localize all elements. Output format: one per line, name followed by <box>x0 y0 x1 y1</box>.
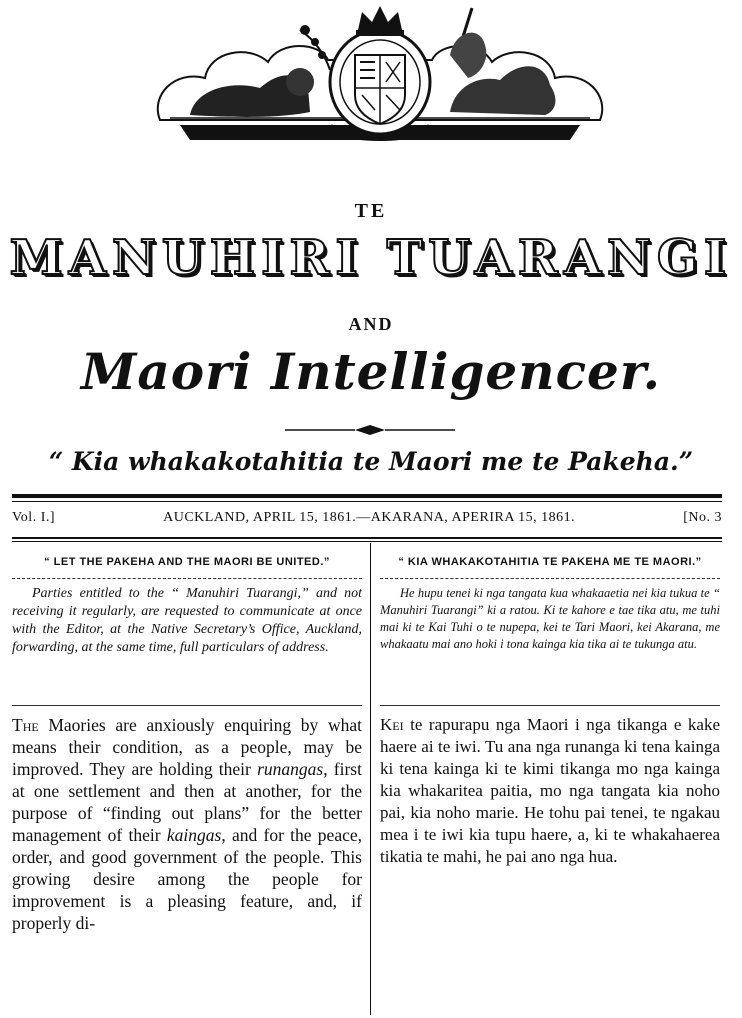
article-body: Kei te rapurapu nga Maori i nga tikanga e kake haere ai te iwi. Tu ana nga runanga ki tena kainga ki tena kainga ki te kimi tikanga mo nga kainga kia whakaritea paitia, mo nga tangata kia noho pai, kia noho marie. He tohu pai tenei, te ngakau mea i te iwi kia tupu haere, a, ki te whakahaerea tikatia te mahi, he pai ano nga hua. <box>380 715 720 866</box>
ornament-rule-icon <box>285 423 455 437</box>
column-heading: “ KIA WHAKAKOTAHITIA TE PAKEHA ME TE MAORI.” <box>398 556 702 568</box>
place-date: AUCKLAND, APRIL 15, 1861.—AKARANA, APERIRA 15, 1861. <box>163 510 576 525</box>
notice-rule <box>12 705 362 706</box>
lead-word: Kei <box>380 715 404 734</box>
column-heading: “ LET THE PAKEHA AND THE MAORI BE UNITED.” <box>44 556 330 568</box>
notice-rule <box>380 705 720 706</box>
subscriber-notice: Parties entitled to the “ Manuhiri Tuarangi,” and not receiving it regularly, are requested to communicate at once with the Editor, at the Native Secretary’s Office, Auckland, forwarding, at the same time, full particulars of address. <box>12 586 362 655</box>
english-column <box>12 550 362 934</box>
issue-number: [No. 3 <box>683 510 722 525</box>
volume-label: Vol. I.] <box>12 510 56 525</box>
article-body: The Maories are anxiously enquiring by what means their condition, as a people, may be improved. They are holding their runangas, first at one settlement and then at another, for the purpose of “finding out plans” for the better management of their kaingas, and for the peace, order, and good government of the people. This growing desire among the people for improvement is a pleasing feature, and, if properly di- <box>12 715 362 933</box>
dateline-rule-thin <box>12 541 722 542</box>
maori-column <box>380 550 720 868</box>
masthead-motto: “ Kia whakakotahitia te Maori me te Pakeha.” <box>48 447 694 476</box>
dotted-rule <box>12 578 362 579</box>
masthead-connector: AND <box>348 314 394 334</box>
royal-coat-of-arms-icon <box>150 0 610 150</box>
dotted-rule <box>380 578 720 579</box>
subscriber-notice: He hupu tenei ki nga tangata kua whakaaetia nei kia tukua te “ Manuhiri Tuarangi” ki a ratou. Ki te kahore e tae tika atu, me tuhi mai ki te Kai Tuhi o te nupepa, kei te Tari Maori, kei Akarana, me whakaatu mai ano hoki i tona kainga kia tika ai te tukunga atu. <box>380 586 720 651</box>
newspaper-title: MANUHIRI TUARANGI <box>9 230 733 286</box>
masthead-rule-thin <box>12 501 722 502</box>
dateline <box>12 510 722 526</box>
newspaper-subtitle: Maori Intelligencer. <box>80 342 661 401</box>
column-divider <box>370 543 371 1015</box>
lead-word: The <box>12 715 39 735</box>
masthead-rule <box>12 494 722 498</box>
dateline-rule <box>12 537 722 539</box>
masthead-prefix: TE <box>354 200 388 222</box>
